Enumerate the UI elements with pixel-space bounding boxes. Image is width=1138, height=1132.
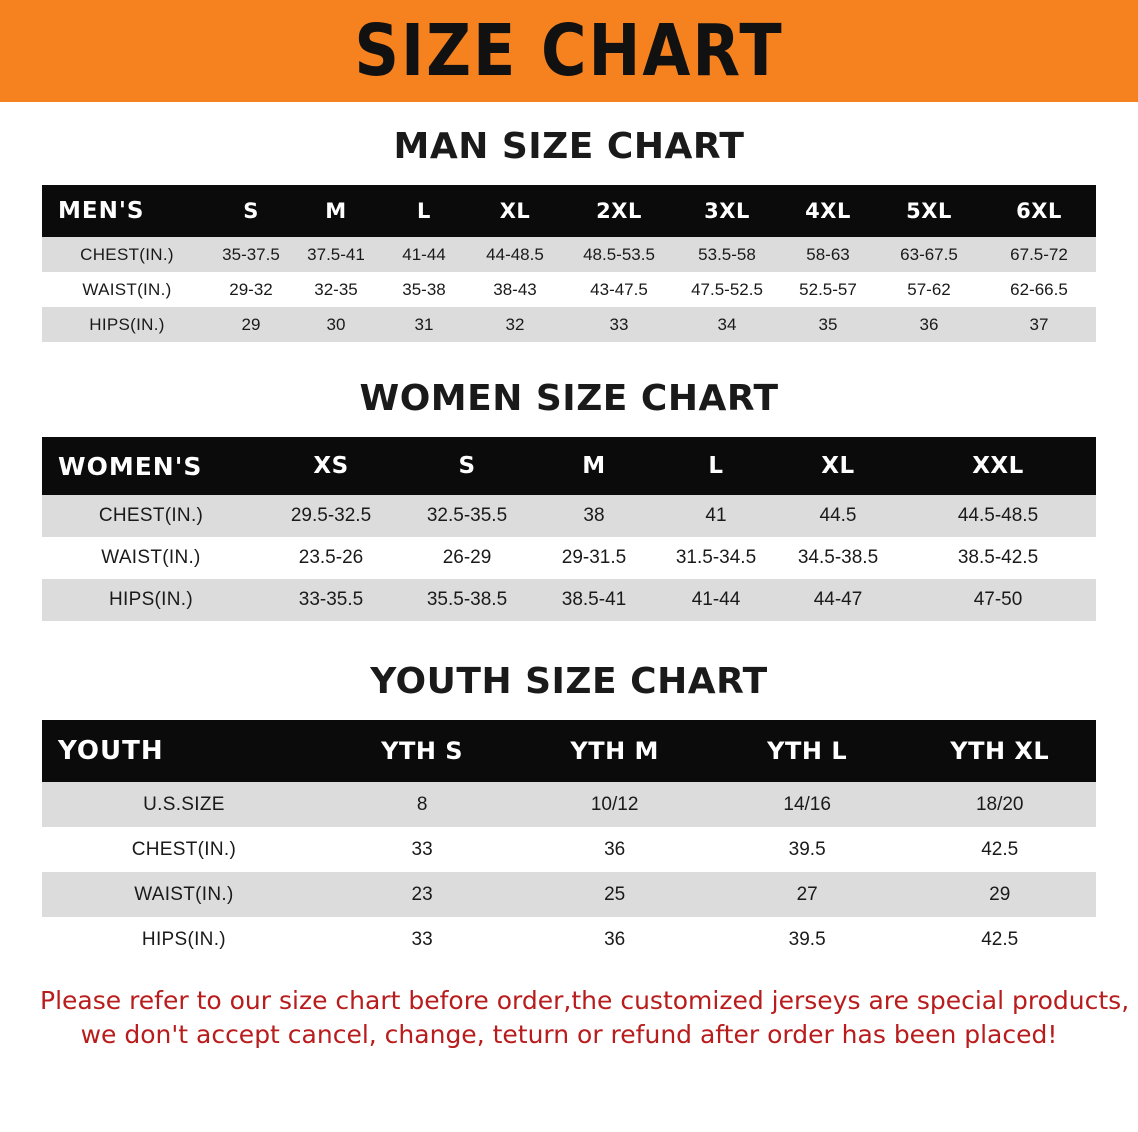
table-row	[42, 272, 1096, 307]
table-cell: 27	[711, 872, 904, 917]
row-label: CHEST(IN.)	[42, 495, 260, 537]
policy-note-line-1: Please refer to our size chart before order,the customized jerseys are special products,	[40, 986, 1130, 1015]
table-cell: 47-50	[900, 579, 1096, 621]
table-cell: 32	[466, 307, 564, 342]
banner	[0, 0, 1138, 102]
men-header-cell: L	[382, 185, 466, 237]
row-label: CHEST(IN.)	[42, 237, 212, 272]
table-row	[42, 872, 1096, 917]
youth-header-cell: YTH XL	[903, 720, 1096, 782]
table-cell: 63-67.5	[876, 237, 982, 272]
youth-header-row	[42, 720, 1096, 782]
table-cell: 39.5	[711, 827, 904, 872]
men-header-row	[42, 185, 1096, 237]
youth-header-cell: YTH L	[711, 720, 904, 782]
table-cell: 18/20	[903, 782, 1096, 827]
table-cell: 47.5-52.5	[674, 272, 780, 307]
table-cell: 35-37.5	[212, 237, 290, 272]
table-cell: 38.5-41	[532, 579, 656, 621]
row-label: HIPS(IN.)	[42, 917, 326, 962]
women-table-wrapper	[42, 437, 1096, 621]
table-cell: 10/12	[518, 782, 711, 827]
men-size-table	[42, 185, 1096, 342]
table-cell: 67.5-72	[982, 237, 1096, 272]
men-header-cell: 5XL	[876, 185, 982, 237]
table-cell: 14/16	[711, 782, 904, 827]
table-cell: 41-44	[382, 237, 466, 272]
row-label: WAIST(IN.)	[42, 537, 260, 579]
table-cell: 25	[518, 872, 711, 917]
table-row	[42, 827, 1096, 872]
table-cell: 23.5-26	[260, 537, 402, 579]
youth-size-table	[42, 720, 1096, 962]
table-row	[42, 917, 1096, 962]
row-label: CHEST(IN.)	[42, 827, 326, 872]
table-cell: 34.5-38.5	[776, 537, 900, 579]
table-row	[42, 537, 1096, 579]
table-cell: 33	[326, 917, 519, 962]
women-section-title: WOMEN SIZE CHART	[359, 378, 779, 419]
banner-title: SIZE CHART	[354, 8, 784, 93]
table-row	[42, 237, 1096, 272]
man-table-wrapper	[42, 185, 1096, 342]
women-header-cell: XS	[260, 437, 402, 495]
youth-header-cell: YOUTH	[42, 720, 326, 782]
youth-header-cell: YTH M	[518, 720, 711, 782]
table-cell: 33	[326, 827, 519, 872]
table-cell: 36	[518, 827, 711, 872]
table-cell: 29	[903, 872, 1096, 917]
women-header-cell: XL	[776, 437, 900, 495]
men-header-cell: 6XL	[982, 185, 1096, 237]
table-cell: 37.5-41	[290, 237, 382, 272]
table-cell: 36	[518, 917, 711, 962]
table-cell: 41	[656, 495, 776, 537]
table-cell: 31	[382, 307, 466, 342]
table-cell: 37	[982, 307, 1096, 342]
table-cell: 42.5	[903, 827, 1096, 872]
youth-section-title: YOUTH SIZE CHART	[370, 661, 768, 702]
table-cell: 39.5	[711, 917, 904, 962]
table-row	[42, 495, 1096, 537]
table-cell: 30	[290, 307, 382, 342]
table-cell: 44.5-48.5	[900, 495, 1096, 537]
table-cell: 32.5-35.5	[402, 495, 532, 537]
women-size-table	[42, 437, 1096, 621]
row-label: WAIST(IN.)	[42, 272, 212, 307]
table-cell: 38.5-42.5	[900, 537, 1096, 579]
women-header-cell: WOMEN'S	[42, 437, 260, 495]
table-cell: 38	[532, 495, 656, 537]
table-cell: 33-35.5	[260, 579, 402, 621]
table-cell: 26-29	[402, 537, 532, 579]
women-header-cell: L	[656, 437, 776, 495]
table-cell: 57-62	[876, 272, 982, 307]
table-cell: 38-43	[466, 272, 564, 307]
women-header-cell: XXL	[900, 437, 1096, 495]
women-header-cell: S	[402, 437, 532, 495]
table-row	[42, 307, 1096, 342]
women-header-cell: M	[532, 437, 656, 495]
table-row	[42, 782, 1096, 827]
table-cell: 29.5-32.5	[260, 495, 402, 537]
table-cell: 33	[564, 307, 674, 342]
men-header-cell: 2XL	[564, 185, 674, 237]
table-cell: 53.5-58	[674, 237, 780, 272]
men-header-cell: S	[212, 185, 290, 237]
men-header-cell: 3XL	[674, 185, 780, 237]
men-header-cell: M	[290, 185, 382, 237]
row-label: WAIST(IN.)	[42, 872, 326, 917]
row-label: HIPS(IN.)	[42, 579, 260, 621]
table-cell: 23	[326, 872, 519, 917]
men-header-cell: XL	[466, 185, 564, 237]
policy-note-line-2: we don't accept cancel, change, teturn or refund after order has been placed!	[80, 1019, 1058, 1049]
table-cell: 32-35	[290, 272, 382, 307]
table-cell: 62-66.5	[982, 272, 1096, 307]
table-cell: 44-48.5	[466, 237, 564, 272]
table-row	[42, 579, 1096, 621]
table-cell: 29	[212, 307, 290, 342]
policy-note	[40, 984, 1130, 1052]
men-header-cell: MEN'S	[42, 185, 212, 237]
man-section-title: MAN SIZE CHART	[393, 126, 745, 167]
row-label: HIPS(IN.)	[42, 307, 212, 342]
table-cell: 34	[674, 307, 780, 342]
men-header-cell: 4XL	[780, 185, 876, 237]
table-cell: 52.5-57	[780, 272, 876, 307]
table-cell: 8	[326, 782, 519, 827]
table-cell: 31.5-34.5	[656, 537, 776, 579]
table-cell: 44.5	[776, 495, 900, 537]
table-cell: 35-38	[382, 272, 466, 307]
table-cell: 44-47	[776, 579, 900, 621]
table-cell: 36	[876, 307, 982, 342]
table-cell: 29-31.5	[532, 537, 656, 579]
table-cell: 35	[780, 307, 876, 342]
youth-table-wrapper	[42, 720, 1096, 962]
row-label: U.S.SIZE	[42, 782, 326, 827]
table-cell: 29-32	[212, 272, 290, 307]
table-cell: 43-47.5	[564, 272, 674, 307]
table-cell: 42.5	[903, 917, 1096, 962]
table-cell: 35.5-38.5	[402, 579, 532, 621]
table-cell: 58-63	[780, 237, 876, 272]
women-header-row	[42, 437, 1096, 495]
youth-header-cell: YTH S	[326, 720, 519, 782]
table-cell: 41-44	[656, 579, 776, 621]
table-cell: 48.5-53.5	[564, 237, 674, 272]
